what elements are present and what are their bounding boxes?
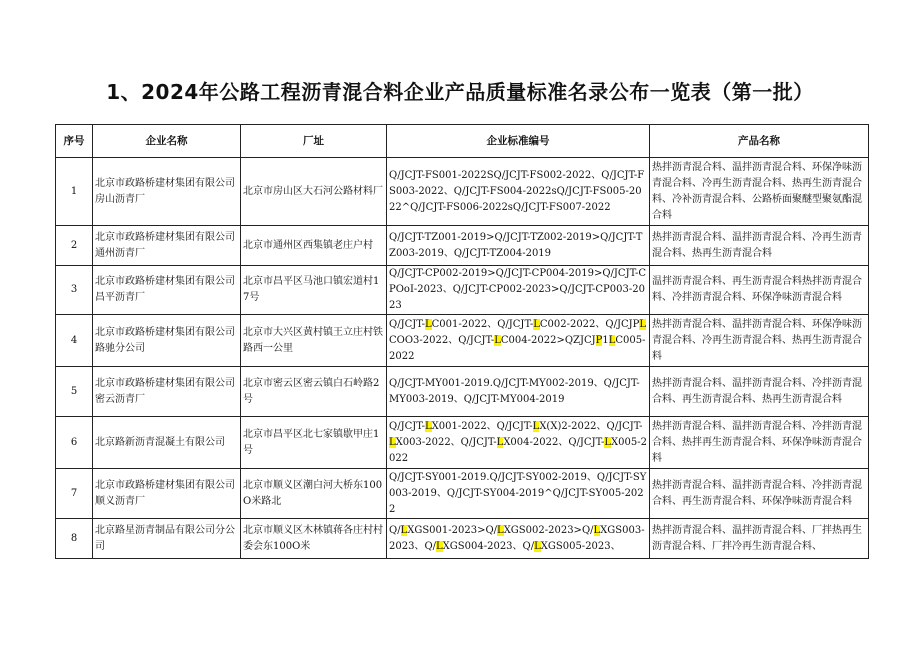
table-header-row xyxy=(56,125,869,158)
factory-address: 北京市顺义区木林镇蒋各庄村村委会东100O米 xyxy=(241,519,387,559)
highlighted-char: L xyxy=(400,524,408,536)
factory-address: 北京市房山区大石河公路材料厂 xyxy=(241,158,387,226)
row-number: 8 xyxy=(56,519,93,559)
highlighted-char: P xyxy=(595,334,603,346)
standard-text: XGS003-2023、Q/ xyxy=(389,524,645,552)
standard-codes: Q/JCJT-SY001-2019.Q/JCJT-SY002-2019、Q/JCJT-SY003-2019、Q/JCJT-SY004-2019^Q/JCJT-SY005-2022 xyxy=(387,469,650,519)
company-name: 北京市政路桥建材集团有限公司房山沥青厂 xyxy=(93,158,241,226)
standard-text: XGS001-2023>Q/ xyxy=(407,524,498,536)
product-names: 热拌沥青混合料、温拌沥青混合料、环保净味沥青混合料、冷再生沥青混合料、热再生沥青混合料 xyxy=(650,315,869,367)
standard-codes: Q/JCJT-TZ001-2019>Q/JCJT-TZ002-2019>Q/JCJT-TZ003-2019、Q/JCJT-TZ004-2019 xyxy=(387,226,650,266)
product-names: 温拌沥青混合料、再生沥青混合料热拌沥青混合料、冷拌沥青混合料、环保净味沥青混合料 xyxy=(650,266,869,315)
product-names: 热拌沥青混合料、温拌沥青混合料、厂拌热再生沥青混合料、厂拌冷再生沥青混合料、 xyxy=(650,519,869,559)
table-row xyxy=(56,469,869,519)
highlighted-char: L xyxy=(532,420,540,432)
row-number: 4 xyxy=(56,315,93,367)
standard-text: Q/ xyxy=(389,524,401,536)
standard-text: COO3-2022、Q/JCJT- xyxy=(389,334,495,346)
header-standards: 企业标准编号 xyxy=(387,125,650,158)
standard-codes: Q/JCJT-FS001-2022SQ/JCJT-FS002-2022、Q/JCJT-FS003-2022、Q/JCJT-FS004-2022sQ/JCJT-FS005-2022^Q/JCJT-FS006-2022sQ/JCJT-FS007-2022 xyxy=(387,158,650,226)
company-name: 北京市政路桥建材集团有限公司密云沥青厂 xyxy=(93,367,241,417)
company-name: 北京市政路桥建材集团有限公司顺义沥青厂 xyxy=(93,469,241,519)
table-row xyxy=(56,315,869,367)
factory-address: 北京市密云区密云镇白石岭路2号 xyxy=(241,367,387,417)
standard-text: C002-2022、Q/JCJP xyxy=(539,318,640,330)
table-body xyxy=(56,158,869,559)
product-names: 热拌沥青混合料、温拌沥青混合料、冷再生沥青混合料、热再生沥青混合料 xyxy=(650,226,869,266)
company-name: 北京市政路桥建材集团有限公司路驰分公司 xyxy=(93,315,241,367)
company-name: 北京市政路桥建材集团有限公司昌平沥青厂 xyxy=(93,266,241,315)
page-title: 1、2024年公路工程沥青混合料企业产品质量标准名录公布一览表（第一批） xyxy=(106,80,814,104)
highlighted-char: L xyxy=(534,540,541,552)
row-number: 5 xyxy=(56,367,93,417)
standard-text: Q/JCJT- xyxy=(389,318,425,330)
standard-text: XGS005-2023、 xyxy=(540,540,621,552)
row-number: 2 xyxy=(56,226,93,266)
factory-address: 北京市顺义区潮白河大桥东100O米路北 xyxy=(241,469,387,519)
standard-text: X004-2022、Q/JCJT- xyxy=(503,436,605,448)
standards-table xyxy=(55,124,869,559)
standard-text: X001-2022、Q/JCJT- xyxy=(431,420,533,432)
row-number: 3 xyxy=(56,266,93,315)
factory-address: 北京市通州区西集镇老庄户村 xyxy=(241,226,387,266)
standard-codes: Q/JCJT-CP002-2019>Q/JCJT-CP004-2019>Q/JCJT-CPOoI-2023、Q/JCJT-CP002-2023>Q/JCJT-CP003-2023 xyxy=(387,266,650,315)
standard-text: XGS004-2023、Q/ xyxy=(442,540,535,552)
header-no: 序号 xyxy=(56,125,93,158)
company-name: 北京路新沥青混凝土有限公司 xyxy=(93,417,241,469)
product-names: 热拌沥青混合料、温拌沥青混合料、冷拌沥青混合料、再生沥青混合料、热再生沥青混合料 xyxy=(650,367,869,417)
standard-text: C004-2022>QZJCJ xyxy=(500,334,596,346)
company-name: 北京市政路桥建材集团有限公司通州沥青厂 xyxy=(93,226,241,266)
standard-text: X005-2022 xyxy=(389,436,647,464)
row-number: 7 xyxy=(56,469,93,519)
highlighted-char: L xyxy=(608,334,616,346)
table-row xyxy=(56,226,869,266)
highlighted-char: L xyxy=(496,436,504,448)
header-address: 厂址 xyxy=(241,125,387,158)
product-names: 热拌沥青混合料、温拌沥青混合料、冷拌沥青混合料、热拌再生沥青混合料、环保净味沥青混合料 xyxy=(650,417,869,469)
table-row xyxy=(56,158,869,226)
standard-text: X(X)2-2022、Q/JCJT- xyxy=(539,420,643,432)
standard-text: Q/JCJT- xyxy=(389,420,425,432)
highlighted-char: L xyxy=(425,420,432,432)
highlighted-char: L xyxy=(389,436,396,448)
header-company: 企业名称 xyxy=(93,125,241,158)
table-row xyxy=(56,367,869,417)
product-names: 热拌沥青混合料、温拌沥青混合料、环保净味沥青混合料、冷再生沥青混合料、热再生沥青混合料、冷补沥青混合料、公路桥面聚醚型聚氨酯混合料 xyxy=(650,158,869,226)
row-number: 1 xyxy=(56,158,93,226)
standard-text: C001-2022、Q/JCJT- xyxy=(431,318,534,330)
standard-text: X003-2022、Q/JCJT- xyxy=(395,436,497,448)
highlighted-char: L xyxy=(533,318,540,330)
highlighted-char: L xyxy=(436,540,443,552)
product-names: 热拌沥青混合料、温拌沥青混合料、冷拌沥青混合料、再生沥青混合料、环保净味沥青混合料 xyxy=(650,469,869,519)
highlighted-char: L xyxy=(425,318,432,330)
header-products: 产品名称 xyxy=(650,125,869,158)
standard-codes xyxy=(387,315,650,367)
standard-codes xyxy=(387,519,650,559)
factory-address: 北京市大兴区黄村镇王立庄村铁路西一公里 xyxy=(241,315,387,367)
table-row xyxy=(56,417,869,469)
standard-text: 1 xyxy=(602,334,609,346)
factory-address: 北京市昌平区北七家镇歇甲庄1号 xyxy=(241,417,387,469)
highlighted-char: L xyxy=(604,436,611,448)
standard-text: C005-2022 xyxy=(389,334,646,362)
highlighted-char: L xyxy=(494,334,501,346)
factory-address: 北京市昌平区马池口镇宏道村17号 xyxy=(241,266,387,315)
highlighted-char: L xyxy=(639,318,647,330)
table-row xyxy=(56,266,869,315)
row-number: 6 xyxy=(56,417,93,469)
company-name: 北京路星沥青制品有限公司分公司 xyxy=(93,519,241,559)
standard-codes: Q/JCJT-MY001-2019.Q/JCJT-MY002-2019、Q/JCJT-MY003-2019、Q/JCJT-MY004-2019 xyxy=(387,367,650,417)
standard-codes xyxy=(387,417,650,469)
highlighted-char: L xyxy=(497,524,504,536)
table-row xyxy=(56,519,869,559)
highlighted-char: L xyxy=(593,524,601,536)
standard-text: XGS002-2023>Q/ xyxy=(503,524,594,536)
